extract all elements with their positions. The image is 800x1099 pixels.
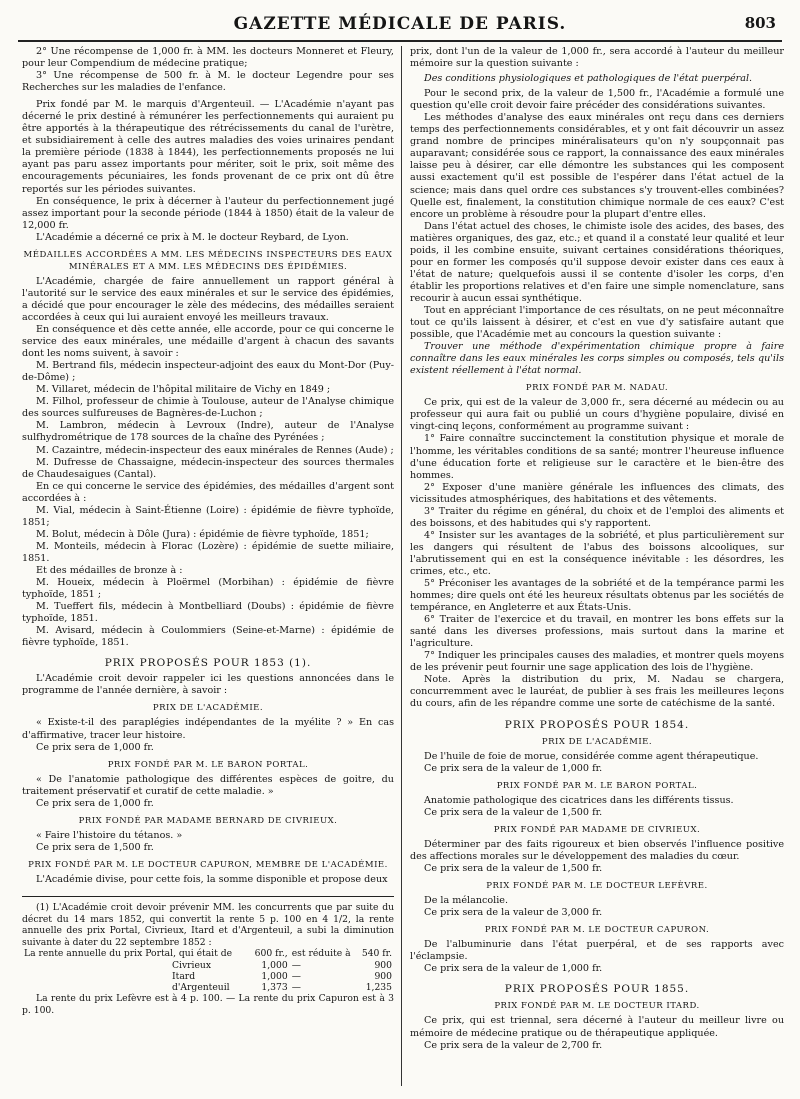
column-divider: [401, 46, 402, 1086]
paragraph: Pour le second prix, de la valeur de 1,500 fr., l'Académie a formulé une question qu'elle croit devoir faire précéder des considérations suivantes.: [410, 88, 784, 112]
paragraph: Ce prix sera de la valeur de 1,500 fr.: [424, 863, 603, 874]
paragraph: Ce prix sera de 1,000 fr.: [36, 741, 154, 753]
paragraph: « Existe-t-il des paraplégies indépendantes de la myélite ? » En cas d'affirmative, tracer leur histoire.: [22, 717, 394, 741]
paragraph: M. Bolut, médecin à Dôle (Jura) : épidémie de fièvre typhoïde, 1851;: [36, 528, 369, 540]
paragraph: Dans l'état actuel des choses, le chimiste isole des acides, des bases, des matières organiques, des gaz, etc.; et quand il a constaté leur qualité et leur poids, il les combine ensuite, suivant certaines considérations théoriques, pour en former les composés qu'il suppose devoir exister dans ces eaux à l'état de nature; quelquefois aussi il se contente d'isoler les corps, d'en établir les proportions relatives et d'en faire une simple nomenclature, sans recourir à aucun essai synthétique.: [410, 220, 784, 304]
paragraph: M. Tueffert fils, médecin à Montbelliard (Doubs) : épidémie de fièvre typhoïde, 1851.: [22, 601, 394, 625]
paragraph: Ce prix sera de la valeur de 1,500 fr.: [424, 806, 603, 818]
right-column: [410, 46, 784, 1052]
paragraph: Note. Après la distribution du prix, M. Nadau se chargera, concurremment avec le lauréat, de publier à ses frais les meilleures leçons du cours, afin de les répandre comme une sorte de catéchisme de la santé.: [410, 674, 784, 710]
table-row: [22, 948, 394, 959]
section-heading: MÉDAILLES ACCORDÉES A MM. LES MÉDECINS INSPECTEURS DES EAUX MINÉRALES ET A MM. LES MÉDECINS DES ÉPIDÉMIES.: [23, 249, 393, 272]
table-cell: 1,000: [261, 959, 288, 971]
table-cell: 900: [374, 959, 392, 971]
paragraph: En conséquence et dès cette année, elle accorde, pour ce qui concerne le service des eaux minérales, une médaille d'argent à chacun des savants dont les noms suivent, à savoir :: [22, 324, 395, 360]
table-cell: d'Argenteuil: [172, 982, 230, 994]
table-cell: 1,235: [365, 982, 392, 994]
paragraph: En ce qui concerne le service des épidémies, des médailles d'argent sont accordées à :: [22, 480, 394, 504]
table-cell: 1,373: [261, 982, 288, 994]
paragraph: Ce prix, qui est de la valeur de 3,000 fr., sera décerné au médecin ou au professeur qui aura fait ou publié un cours d'hygiène populaire, divisé en vingt-cinq leçons, conformément au programme suivant :: [410, 397, 784, 433]
table-cell: La rente annuelle du prix Portal, qui était de: [24, 948, 233, 960]
paragraph: Ce prix sera de la valeur de 3,000 fr.: [424, 907, 603, 919]
table-cell: 1,000: [261, 970, 288, 982]
paragraph: De l'albuminurie dans l'état puerpéral, et de ses rapports avec l'éclampsie.: [410, 939, 784, 963]
paragraph: prix, dont l'un de la valeur de 1,000 fr., sera accordé à l'auteur du meilleur mémoire sur la question suivante :: [410, 46, 784, 70]
paragraph: Ce prix sera de 1,000 fr.: [36, 797, 154, 809]
paragraph: 5° Préconiser les avantages de la sobriété et de la tempérance parmi les hommes; dire quels ont été les heureux résultats obtenus par les sociétés de tempérance, en Angleterre et aux États-Unis.: [410, 578, 784, 614]
paragraph: L'Académie a décerné ce prix à M. le docteur Reybard, de Lyon.: [36, 231, 349, 243]
paragraph: M. Lambron, médecin à Levroux (Indre), auteur de l'Analyse sulfhydrométrique de 178 sources de la chaîne des Pyrénées ;: [22, 420, 394, 444]
paragraph: 6° Traiter de l'exercice et du travail, en montrer les bons effets sur la santé dans les diverses professions, mais surtout dans la marine et l'agriculture.: [410, 614, 784, 650]
page-number: 803: [744, 14, 776, 32]
paragraph: Anatomie pathologique des cicatrices dans les différents tissus.: [424, 794, 734, 806]
paragraph: M. Villaret, médecin de l'hôpital militaire de Vichy en 1849 ;: [36, 384, 331, 396]
paragraph: 2° Une récompense de 1,000 fr. à MM. les docteurs Monneret et Fleury, pour leur Compendium de médecine pratique;: [22, 46, 394, 70]
table-row: [22, 960, 394, 971]
paragraph: M. Cazaintre, médecin-inspecteur des eaux minérales de Rennes (Aude) ;: [36, 444, 394, 456]
footnote: La rente du prix Lefèvre est à 4 p. 100. — La rente du prix Capuron est à 3 p. 100.: [22, 993, 394, 1016]
paragraph: Déterminer par des faits rigoureux et bien observés l'influence positive des affections morales sur le développement des maladies du cœur.: [410, 838, 784, 862]
section-heading: PRIX PROPOSÉS POUR 1854.: [504, 718, 690, 731]
paragraph: L'Académie divise, pour cette fois, la somme disponible et propose deux: [36, 874, 388, 885]
table-row: [22, 971, 394, 982]
table-cell: 900: [374, 970, 392, 982]
footnote-rule: [22, 896, 394, 897]
page-header: [18, 14, 782, 40]
paragraph: « De l'anatomie pathologique des différentes espèces de goitre, du traitement préservatif et curatif de cette maladie. »: [22, 773, 394, 797]
paragraph: M. Avisard, médecin à Coulommiers (Seine-et-Marne) : épidémie de fièvre typhoïde, 1851.: [22, 625, 394, 649]
section-heading: PRIX PROPOSÉS POUR 1853 (1).: [104, 657, 312, 670]
prize-heading: PRIX FONDÉ PAR M. LE BARON PORTAL.: [496, 780, 698, 791]
prize-heading: PRIX FONDÉ PAR M. LE DOCTEUR ITARD.: [494, 1001, 700, 1012]
section-heading: PRIX PROPOSÉS POUR 1855.: [504, 983, 690, 996]
paragraph: 4° Insister sur les avantages de la sobriété, et plus particulièrement sur les dangers qui résultent de l'abus des boissons alcooliques, sur l'abrutissement qui en est la conséquence inévitable : les désordres, les crimes, etc., etc.: [410, 529, 784, 577]
table-cell: 600 fr.,: [254, 948, 288, 960]
prize-heading: PRIX FONDÉ PAR MADAME DE CIVRIEUX.: [493, 824, 701, 835]
paragraph: Des conditions physiologiques et pathologiques de l'état puerpéral.: [424, 73, 753, 85]
table-cell: —: [291, 970, 301, 982]
paragraph: Ce prix sera de la valeur de 1,000 fr.: [424, 963, 603, 975]
paragraph: M. Vial, médecin à Saint-Étienne (Loire) : épidémie de fièvre typhoïde, 1851;: [22, 504, 394, 528]
paragraph: L'Académie, chargée de faire annuellement un rapport général à l'autorité sur le service des eaux minérales et sur le service des épidémies, a décidé que pour encourager le zèle des médecins, des médailles seraient accordées à ceux qui lui auraient envoyé les meilleurs travaux.: [22, 275, 394, 323]
header-rule: [18, 40, 782, 42]
paragraph: M. Houeix, médecin à Ploërmel (Morbihan) : épidémie de fièvre typhoïde, 1851 ;: [22, 577, 394, 601]
paragraph: 7° Indiquer les principales causes des maladies, et montrer quels moyens de les prévenir peut fournir une sage application des lois de l'hygiène.: [410, 650, 784, 674]
paragraph: Tout en appréciant l'importance de ces résultats, on ne peut méconnaître tout ce qu'ils laissent à désirer, et c'est en vue d'y satisfaire autant que possible, que l'Académie met au concours la question suivante :: [410, 304, 784, 341]
paragraph: Trouver une méthode d'expérimentation chimique propre à faire connaître dans les eaux minérales les corps simples ou composés, tels qu'ils existent réellement à l'état normal.: [410, 341, 784, 377]
paragraph: « Faire l'histoire du tétanos. »: [36, 829, 183, 841]
table-cell: est réduite à: [291, 948, 351, 960]
paragraph: De la mélancolie.: [424, 895, 509, 907]
prize-heading: PRIX DE L'ACADÉMIE.: [541, 736, 653, 747]
paragraph: De l'huile de foie de morue, considérée comme agent thérapeutique.: [424, 750, 759, 762]
paragraph: Les méthodes d'analyse des eaux minérales ont reçu dans ces derniers temps des perfectionnements considérables, et y ont fait découvrir un assez grand nombre de principes minéralisateurs qu'on n'y soupçonnait pas auparavant; considérée sous ce rapport, la connaissance des eaux minérales laisse peu à désirer, car elle démontre les substances qui les composent aussi exactement qu'il est possible de l'espérer dans l'état actuel de la science; mais dans quel ordre ces substances s'y trouvent-elles combinées? Quelle est, finalement, la constitution chimique normale de ces eaux? C'est encore un problème à résoudre pour la plupart d'entre elles.: [410, 112, 784, 220]
rent-table: [22, 948, 394, 993]
paragraph: 2° Exposer d'une manière générale les influences des climats, des vicissitudes atmosphériques, des habitations et des vêtements.: [410, 481, 784, 505]
paragraph: Ce prix sera de la valeur de 2,700 fr.: [424, 1039, 603, 1051]
prize-heading: PRIX FONDÉ PAR M. LE DOCTEUR CAPURON, MEMBRE DE L'ACADÉMIE.: [28, 859, 388, 870]
table-cell: Itard: [172, 970, 196, 982]
paragraph: Ce prix sera de 1,500 fr.: [36, 841, 154, 853]
paragraph: M. Filhol, professeur de chimie à Toulouse, auteur de l'Analyse chimique des sources sulfureuses de Bagnères-de-Luchon ;: [22, 396, 394, 420]
paragraph: M. Bertrand fils, médecin inspecteur-adjoint des eaux du Mont-Dor (Puy-de-Dôme) ;: [22, 360, 394, 384]
prize-heading: PRIX DE L'ACADÉMIE.: [152, 703, 264, 714]
prize-heading: PRIX FONDÉ PAR MADAME BERNARD DE CIVRIEUX.: [78, 815, 338, 826]
table-row: [22, 982, 394, 993]
paragraph: M. Monteils, médecin à Florac (Lozère) : épidémie de suette miliaire, 1851.: [22, 540, 394, 564]
page-title: GAZETTE MÉDICALE DE PARIS.: [233, 14, 567, 34]
table-cell: —: [291, 959, 301, 971]
paragraph: M. Dufresse de Chassaigne, médecin-inspecteur des sources thermales de Chaudesaigues (Cantal).: [22, 456, 394, 480]
table-cell: 540 fr.: [361, 948, 392, 960]
table-cell: —: [291, 982, 301, 994]
paragraph: Et des médailles de bronze à :: [36, 564, 183, 576]
prize-heading: PRIX FONDÉ PAR M. NADAU.: [525, 383, 669, 394]
paragraph: En conséquence, le prix à décerner à l'auteur du perfectionnement jugé assez important pour la seconde période (1844 à 1850) était de la valeur de 12,000 fr.: [22, 195, 394, 231]
paragraph: 3° Traiter du régime en général, du choix et de l'emploi des aliments et des boissons, et des habitudes qui s'y rapportent.: [410, 505, 784, 529]
prize-heading: PRIX FONDÉ PAR M. LE BARON PORTAL.: [107, 759, 309, 770]
paragraph: 1° Faire connaître succinctement la constitution physique et morale de l'homme, les véritables conditions de sa santé; montrer l'heureuse influence d'une éducation forte et religieuse sur le caractère et le bien-être des hommes.: [410, 433, 784, 481]
paragraph: L'Académie croit devoir rappeler ici les questions annoncées dans le programme de l'année dernière, à savoir :: [22, 673, 394, 697]
table-cell: Civrieux: [172, 959, 212, 971]
paragraph: Ce prix sera de la valeur de 1,000 fr.: [424, 762, 603, 774]
paragraph: Ce prix, qui est triennal, sera décerné à l'auteur du meilleur livre ou mémoire de médecine pratique ou de thérapeutique appliquée.: [410, 1015, 784, 1039]
paragraph: 3° Une récompense de 500 fr. à M. le docteur Legendre pour ses Recherches sur les maladies de l'enfance.: [22, 70, 394, 94]
left-column: [22, 46, 394, 1016]
prize-heading: PRIX FONDÉ PAR M. LE DOCTEUR LEFÈVRE.: [486, 881, 708, 892]
footnote: (1) L'Académie croit devoir prévenir MM. les concurrents que par suite du décret du 14 mars 1852, qui convertit la rente 5 p. 100 en 4 1/2, la rente annuelle des prix Portal, Civrieux, Itard et d'Argenteuil, a subi la diminution suivante à dater du 22 septembre 1852 :: [22, 902, 394, 948]
paragraph: Prix fondé par M. le marquis d'Argenteuil. — L'Académie n'ayant pas décerné le prix destiné à rémunérer les perfectionnements qui auraient pu être apportés à la thérapeutique des rétrécissements du canal de l'urètre, et subsidiairement à celle des autres maladies des voies urinaires pendant la première période (1838 à 1844), les perfectionnements proposés ne lui ayant pas paru assez importants pour mériter, soit le prix, soit même des encouragements pécuniaires, les fonds provenant de ce prix ont dû être reportés sur les périodes suivantes.: [22, 99, 394, 195]
prize-heading: PRIX FONDÉ PAR M. LE DOCTEUR CAPURON.: [484, 925, 710, 936]
